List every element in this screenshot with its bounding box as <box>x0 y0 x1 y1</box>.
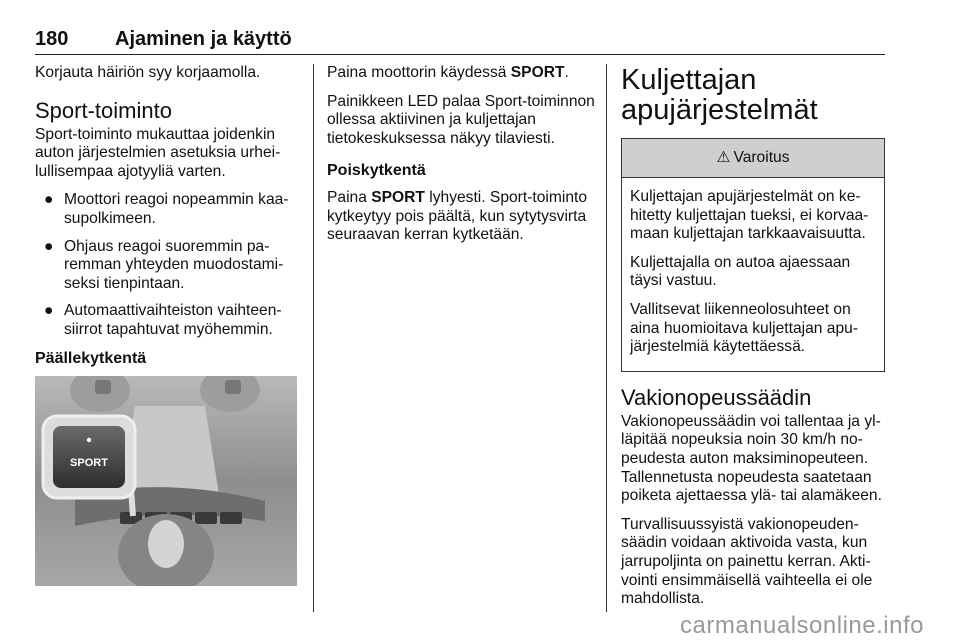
section-title-cruise-control: Vakionopeussäädin <box>621 384 812 410</box>
page-number: 180 <box>35 28 69 50</box>
sport-keyword: SPORT <box>371 188 425 206</box>
chapter-title: Ajaminen ja käyttö <box>115 28 292 50</box>
watermark: carmanualsonline.info <box>680 612 924 639</box>
paragraph: Vakionopeussäädin voi tallentaa ja ylläpitää nopeuksia noin 30 km/h nopeudesta auton maksiminopeuteen. Tallennetusta nopeudesta saatetaan poiketa ajettaessa ylä- tai alamäkeen. <box>621 412 882 505</box>
bullet-icon: ● <box>44 191 54 209</box>
column-1 <box>35 64 297 586</box>
paragraph: Paina moottorin käydessä SPORT. <box>327 64 569 81</box>
warning-header <box>622 139 884 178</box>
section-title-driver-assistance: Kuljettajan apujärjestelmät <box>621 64 818 126</box>
bullet-icon: ● <box>44 302 54 320</box>
paragraph: Paina SPORT lyhyesti. Sport-toiminto kytkeytyy pois päältä, kun sytytysvirta seuraavan kerran kytketään. <box>327 188 587 244</box>
list-item: ● Automaattivaihteiston vaihteensiirrot tapahtuvat myöhemmin. <box>44 302 282 338</box>
paragraph: Kuljettajan apujärjestelmät on kehitetty kuljettajan tueksi, ei korvaamaan kuljettajan tarkkaavaisuutta. <box>630 188 869 243</box>
page-header <box>35 28 885 55</box>
list-item: ● Moottori reagoi nopeammin kaasupolkimeen. <box>44 191 289 227</box>
bullet-icon: ● <box>44 237 54 255</box>
section-text: Sport-toiminto mukauttaa joidenkin auton järjestelmien asetuksia urheilullisempaa ajotyyliä varten. <box>35 125 281 180</box>
warning-triangle-icon: ⚠ <box>716 148 731 166</box>
paragraph: Turvallisuussyistä vakionopeudensäädin voidaan aktivoida vasta, kun jarrupoljinta on painettu kerran. Aktivointi ensimmäisellä vaihteella ei ole mahdollista. <box>621 515 873 608</box>
warning-body <box>622 178 884 371</box>
column-divider <box>313 64 314 612</box>
column-divider <box>606 64 607 612</box>
intro-text: Korjauta häiriön syy korjaamolla. <box>35 64 261 81</box>
bullet-list <box>35 191 297 339</box>
paragraph: Kuljettajalla on autoa ajaessaan täysi vastuu. <box>630 253 851 290</box>
sport-button-label: SPORT <box>70 457 108 470</box>
column-3 <box>621 64 887 619</box>
paragraph: Painikkeen LED palaa Sport-toiminnon ollessa aktiivinen ja kuljettajan tietokeskuksessa näkyy tilaviesti. <box>327 92 595 147</box>
sport-keyword: SPORT <box>510 64 565 81</box>
paragraph: Vallitsevat liikenneolosuhteet on aina huomioitava kuljettajan apujärjestelmiä käytettäessä. <box>630 300 859 356</box>
subheading-deactivation: Poiskytkentä <box>327 162 426 180</box>
section-title-sport: Sport-toiminto <box>35 97 172 123</box>
warning-box <box>621 138 885 372</box>
warning-label: Varoitus <box>733 148 790 166</box>
sport-button-illustration <box>35 376 297 586</box>
list-item: ● Ohjaus reagoi suoremmin paremman yhteyden muodostamiseksi tienpintaan. <box>44 237 284 292</box>
subheading-activation: Päällekytkentä <box>35 349 147 367</box>
column-2 <box>327 64 595 255</box>
